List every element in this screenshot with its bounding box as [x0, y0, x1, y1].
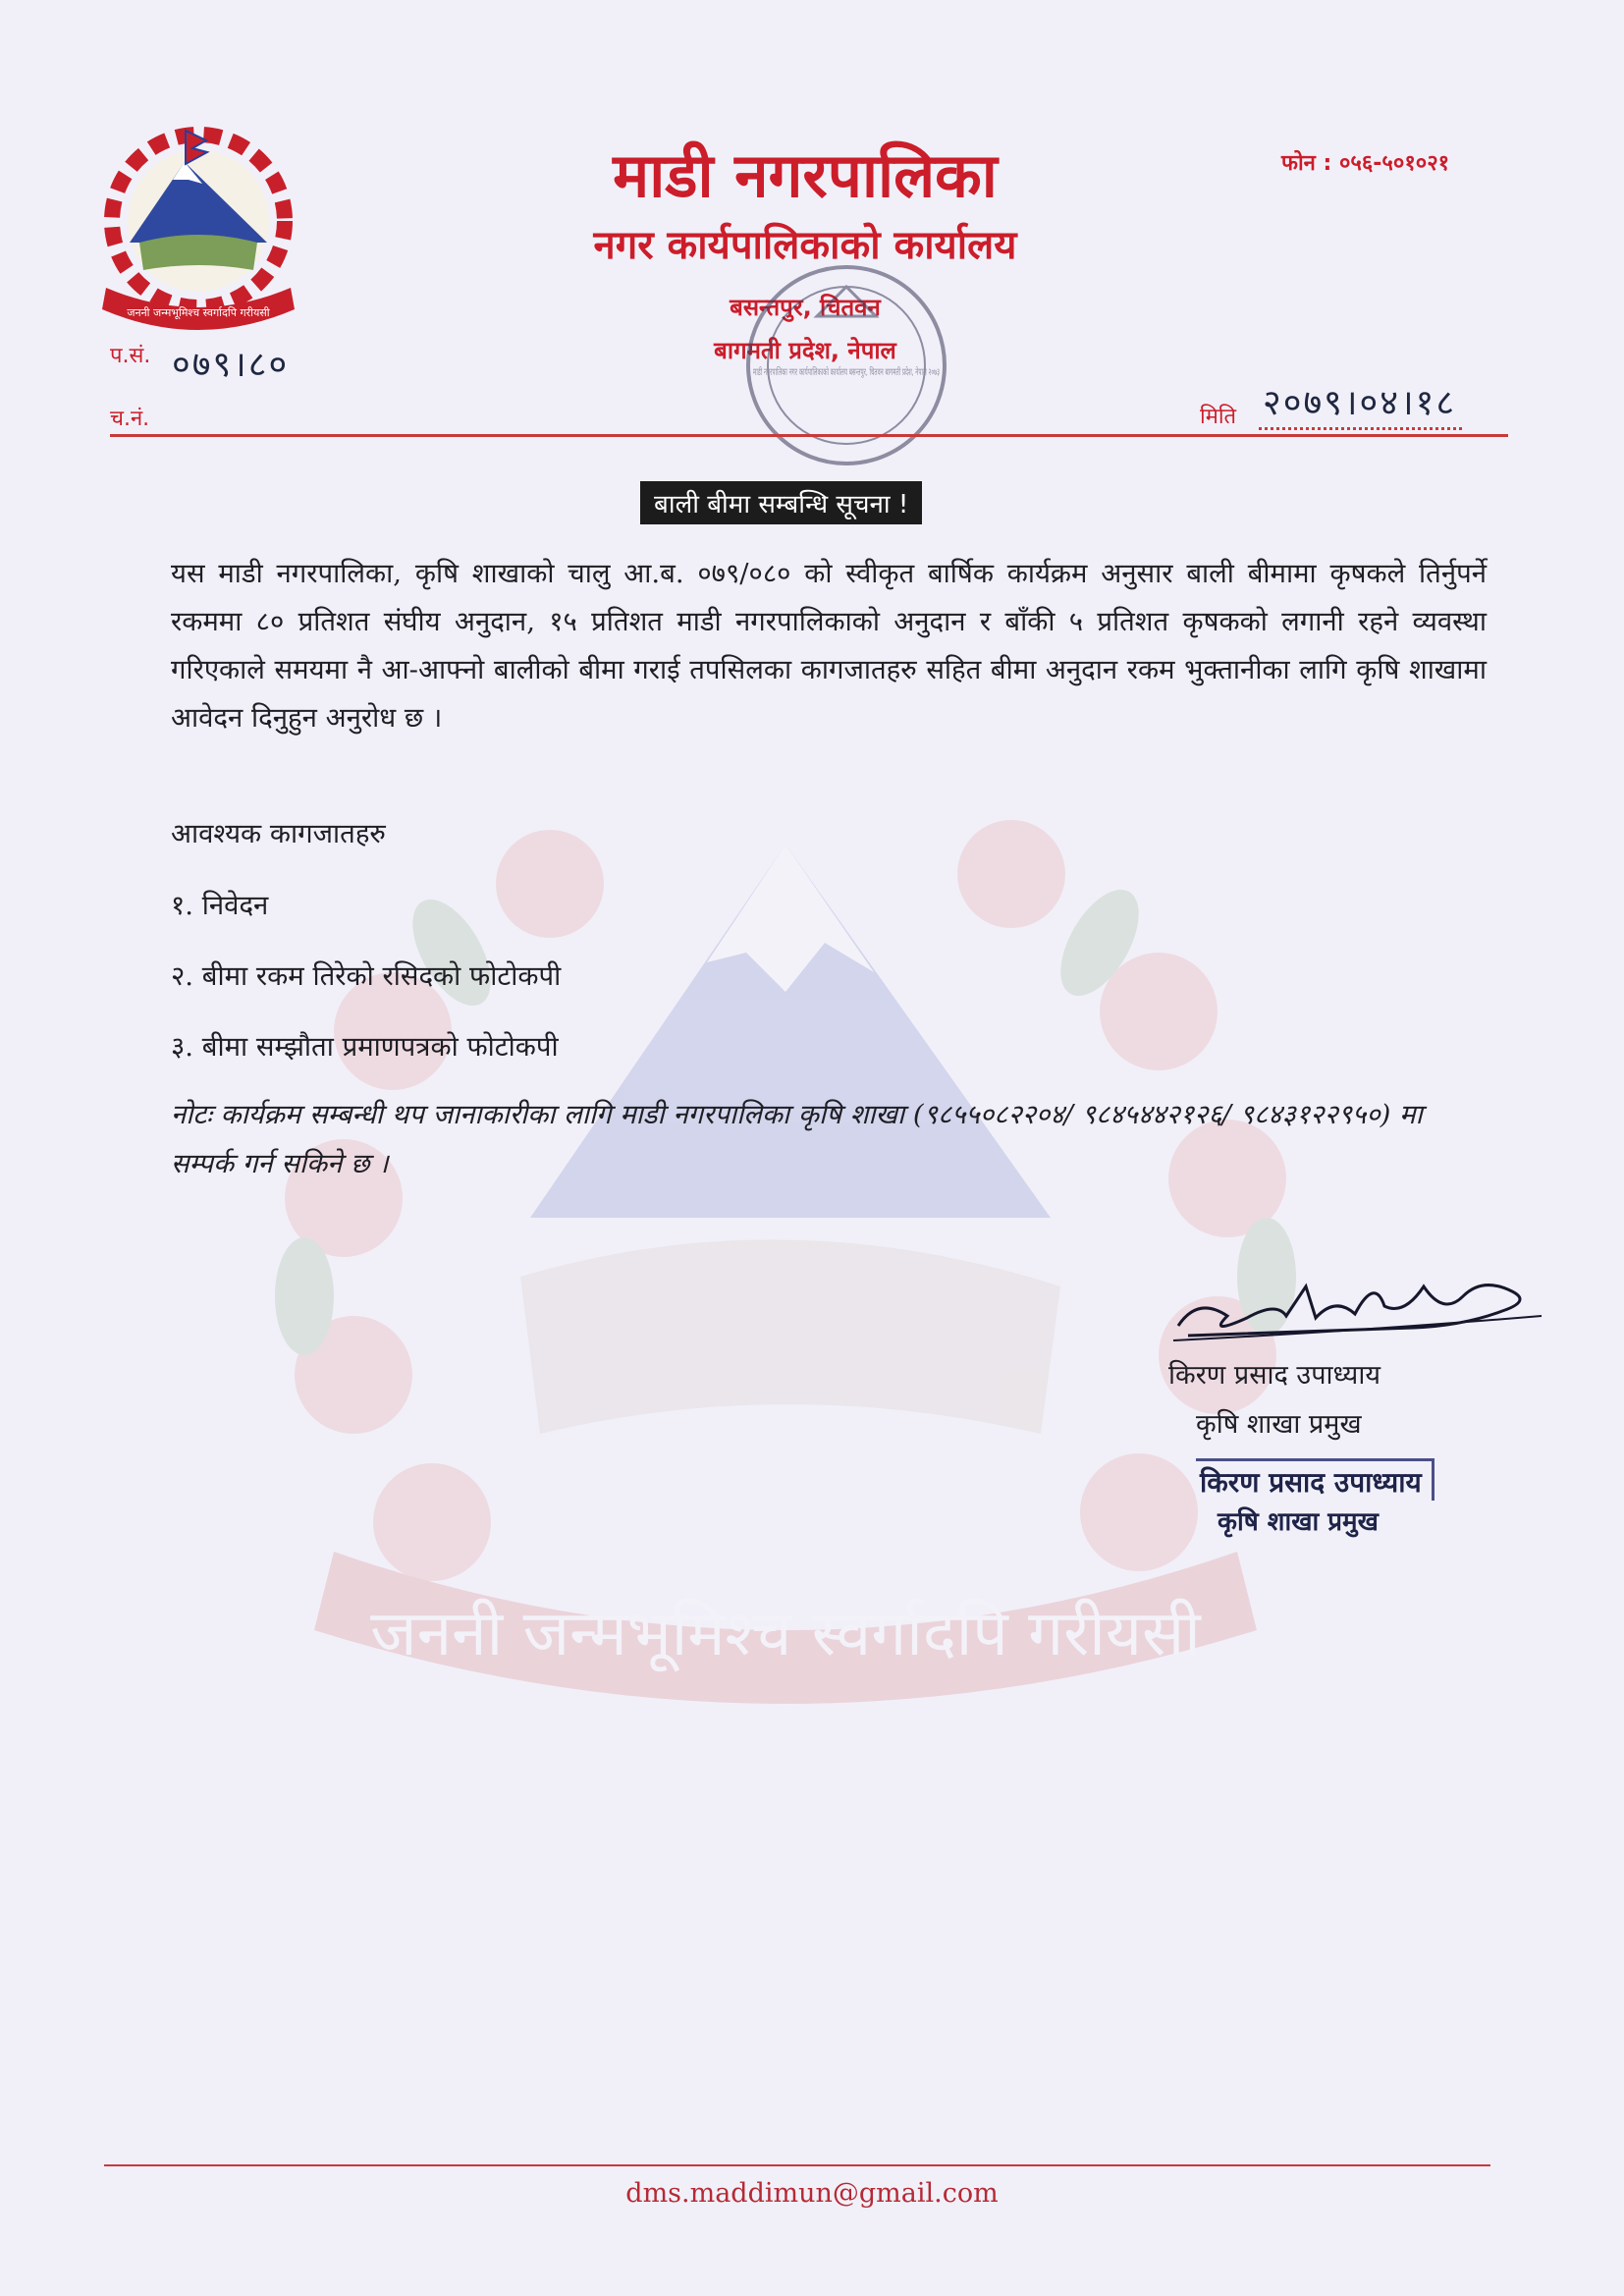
nepal-emblem-logo [86, 123, 310, 334]
footer-email: dms.maddimun@gmail.com [625, 2178, 999, 2209]
address-line-2: बागमती प्रदेश, नेपाल [714, 337, 896, 364]
footer-divider [104, 2164, 1490, 2166]
document-item: ३. बीमा सम्झौता प्रमाणपत्रको फोटोकपी [171, 1031, 559, 1063]
signatory-title: कृषि शाखा प्रमुख [1196, 1409, 1362, 1440]
notice-paragraph: यस माडी नगरपालिका, कृषि शाखाको चालु आ.ब. ०७९/०८० को स्वीकृत बार्षिक कार्यक्रम अनुसार बाली बीमामा कृषकले तिर्नुपर्ने रकममा ८० प्रतिशत संघीय अनुदान, १५ प्रतिशत माडी नगरपालिकाको अनुदान र बाँकी ५ प्रतिशत कृषकको लगानी रहने व्यवस्था गरिएकाले समयमा नै आ-आफ्नो बालीको बीमा गराई तपसिलका कागजातहरु सहित बीमा अनुदान रकम भुक्तानीका लागि कृषि शाखामा आवेदन दिनुहुन अनुरोध छ । [171, 558, 1487, 734]
contact-note: नोटः कार्यक्रम सम्बन्धी थप जानाकारीका लागि माडी नगरपालिका कृषि शाखा (९८५५०८२२०४/ ९८४५४४२१२६/ ९८४३१२२९५०) मा सम्पर्क गर्न सकिने छ । [171, 1099, 1423, 1179]
header-divider [110, 434, 1508, 437]
document-item: २. बीमा रकम तिरेको रसिदको फोटोकपी [171, 960, 562, 992]
notice-title: बाली बीमा सम्बन्धि सूचना ! [640, 481, 922, 524]
reference-number-label: प.सं. [110, 344, 151, 368]
required-documents-heading: आवश्यक कागजातहरु [171, 818, 386, 849]
address-line-1: बसन्तपुर, चितवन [730, 294, 881, 321]
document-item: १. निवेदन [171, 890, 269, 921]
date-label: मिति [1200, 405, 1237, 429]
reference-number-value: ०७९।८० [172, 345, 290, 385]
office-seal-stamp [738, 257, 1090, 473]
dispatch-number-label: च.नं. [110, 407, 150, 431]
emblem-motto: जननी जन्मभूमिश्च स्वर्गादपि गरीयसी [127, 306, 270, 319]
title-stamp: कृषि शाखा प्रमुख [1218, 1507, 1379, 1537]
seal-text: माडी नगरपालिका नगर कार्यपालिकाको कार्यालय बसन्तपुर, चितवन बागमती प्रदेश, नेपाल २०७३ [753, 367, 1090, 378]
phone-number: फोन : ०५६-५०१०२१ [1281, 151, 1450, 176]
signatory-name: किरण प्रसाद उपाध्याय [1168, 1360, 1380, 1391]
watermark-motto: जननी जन्मभूमिश्च स्वर्गादपि गरीयसी [370, 1598, 1201, 1670]
name-stamp: किरण प्रसाद उपाध्याय [1196, 1458, 1435, 1501]
handwritten-signature [1168, 1257, 1551, 1365]
date-value: २०७९।०४।१८ [1259, 377, 1462, 430]
organization-name: माडी नगरपालिका [613, 139, 998, 211]
office-name: नगर कार्यपालिकाको कार्यालय [593, 223, 1017, 268]
